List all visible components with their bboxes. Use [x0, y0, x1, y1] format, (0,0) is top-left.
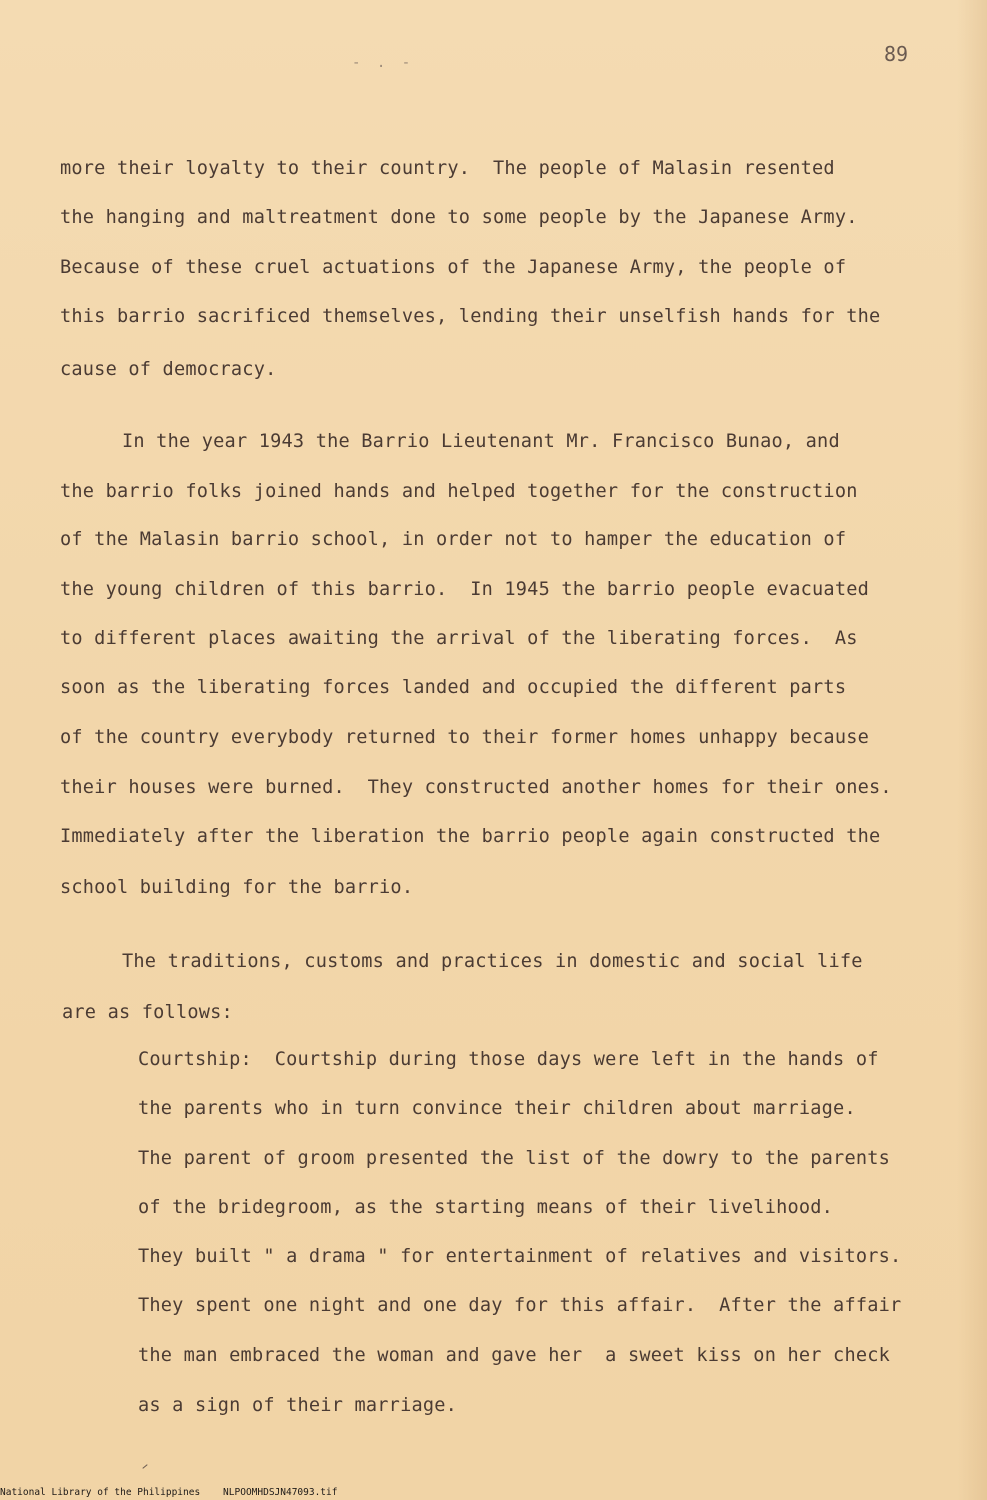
text-line: cause of democracy.	[60, 359, 277, 380]
text-line: as a sign of their marriage.	[138, 1395, 458, 1416]
text-line: The traditions, customs and practices in domestic and social life	[122, 951, 863, 972]
scan-footer: National Library of the Philippines NLPOOMHDSJN47093.tif	[0, 1487, 338, 1498]
text-line: their houses were burned. They constructed another homes for their ones.	[60, 777, 892, 798]
text-line: They spent one night and one day for this affair. After the affair	[138, 1295, 902, 1316]
pencil-mark	[142, 1464, 147, 1469]
text-line: of the country everybody returned to their former homes unhappy because	[60, 727, 870, 748]
text-line: In the year 1943 the Barrio Lieutenant Mr. Francisco Bunao, and	[122, 431, 840, 452]
text-line: Immediately after the liberation the barrio people again constructed the	[60, 826, 881, 847]
text-line: this barrio sacrificed themselves, lending their unselfish hands for the	[60, 306, 881, 327]
text-line: the hanging and maltreatment done to some people by the Japanese Army.	[60, 207, 858, 228]
text-line: the young children of this barrio. In 1945 the barrio people evacuated	[60, 579, 870, 600]
text-line: to different places awaiting the arrival of the liberating forces. As	[60, 628, 858, 649]
text-line: school building for the barrio.	[60, 877, 414, 898]
text-line: of the Malasin barrio school, in order not to hamper the education of	[60, 529, 847, 550]
text-line: soon as the liberating forces landed and occupied the different parts	[60, 677, 847, 698]
text-line: more their loyalty to their country. The people of Malasin resented	[60, 158, 835, 179]
text-line: of the bridegroom, as the starting means of their livelihood.	[138, 1197, 834, 1218]
header-mark: - . -	[352, 55, 415, 71]
page-edge-stain	[957, 0, 987, 1500]
text-line: the parents who in turn convince their children about marriage.	[138, 1098, 856, 1119]
text-line: They built " a drama " for entertainment of relatives and visitors.	[138, 1246, 902, 1267]
page-number: 89	[884, 42, 909, 66]
text-line: Because of these cruel actuations of the Japanese Army, the people of	[60, 257, 847, 278]
text-line: The parent of groom presented the list of the dowry to the parents	[138, 1148, 891, 1169]
text-line: are as follows:	[62, 1002, 233, 1023]
text-line: the man embraced the woman and gave her a sweet kiss on her check	[138, 1345, 891, 1366]
text-line: the barrio folks joined hands and helped together for the construction	[60, 481, 858, 502]
text-line: Courtship: Courtship during those days were left in the hands of	[138, 1049, 879, 1070]
